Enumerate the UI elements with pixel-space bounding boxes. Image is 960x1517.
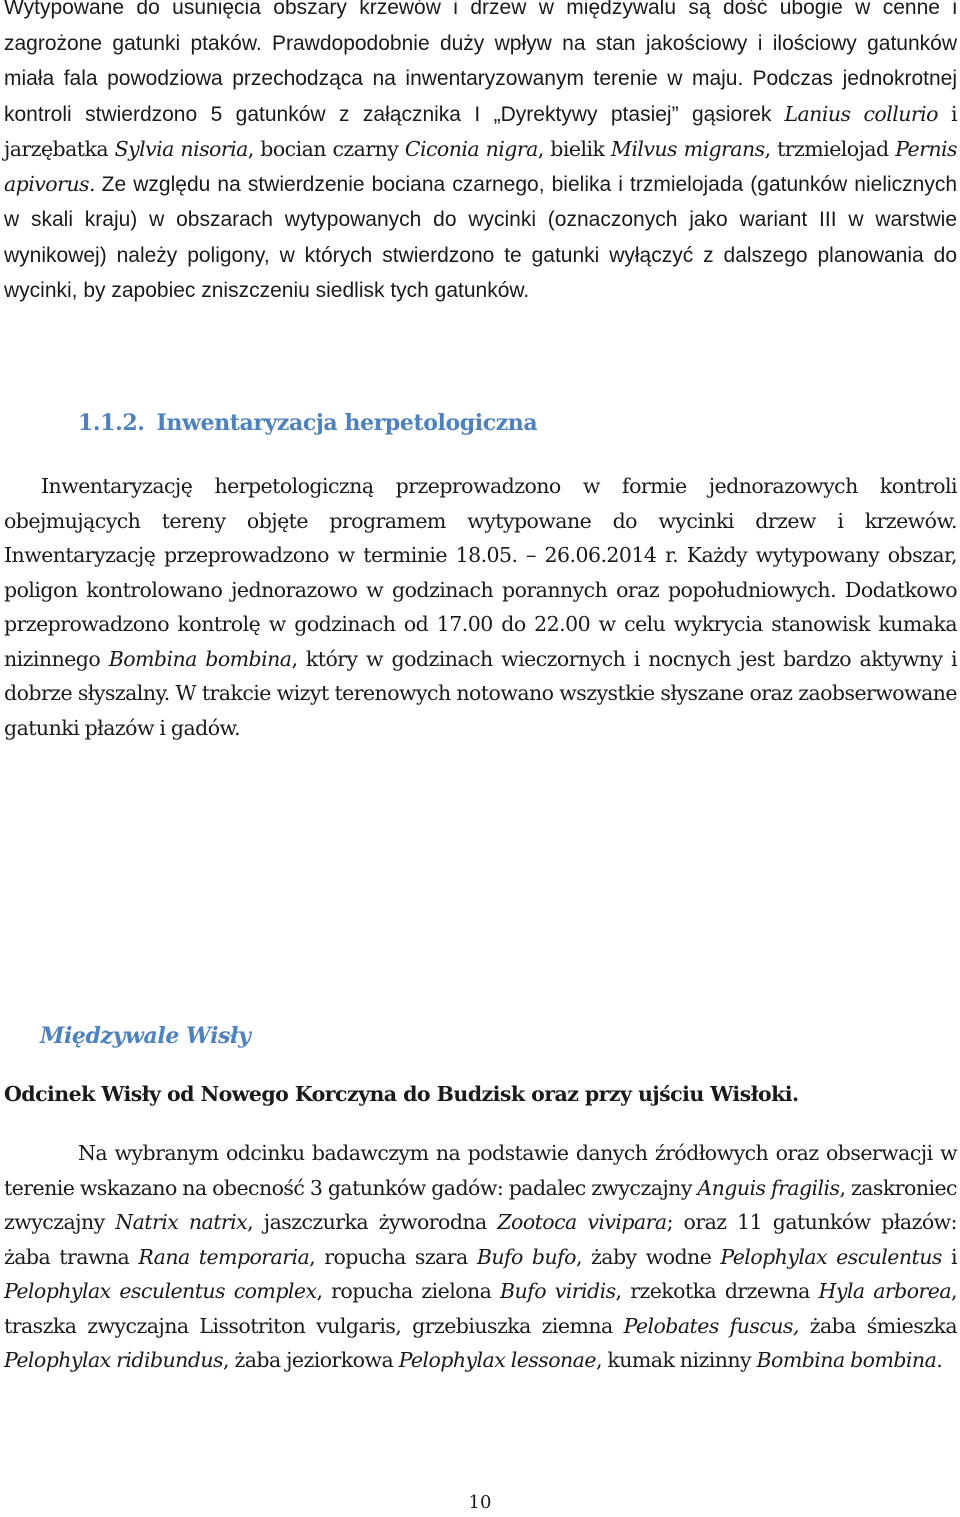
text-run: i: [950, 1244, 957, 1269]
page-number: 10: [468, 1492, 492, 1513]
species-name: Zootoca vivipara: [497, 1210, 667, 1234]
text-run: Podczas jednokrotnej kontroli stwierdzono 5 gatunków z załącznika I „Dyrektywy ptasiej” gąsiorek: [4, 67, 957, 126]
species-name: Pelophylax lessonae: [398, 1348, 596, 1372]
text-run: , zaskroniec zwyczajny: [4, 1175, 957, 1234]
paragraph-bird-survey: [4, 0, 957, 309]
text-run: , żaba jeziorkowa: [223, 1348, 394, 1372]
section-heading: [78, 410, 537, 436]
species-name: Milvus migrans: [610, 137, 765, 161]
text-run: , jaszczurka żyworodna: [247, 1210, 487, 1234]
text-run: ; oraz 11 gatunków płazów: żaba trawna: [4, 1210, 958, 1269]
text-run: , kumak nizinny: [595, 1348, 752, 1372]
text-run: , bielik: [537, 137, 605, 161]
section-title: Inwentaryzacja herpetologiczna: [156, 410, 538, 436]
paragraph-species-list: [4, 1136, 957, 1378]
paragraph-herpetology-method: [4, 469, 957, 745]
species-name: Natrix natrix: [115, 1210, 248, 1234]
text-run: , trzmielojad: [764, 137, 889, 161]
text-run: Inwentaryzację herpetologiczną przeprowadzono w formie jednorazowych kontroli obejmujących tereny objęte programem wytypowane do wycinki drzew i krzewów. Inwentaryzację przeprowadzono w terminie 18.05. – 26.06.2014 r. Każdy wytypowany obszar, poligon kontrolowano jednorazowo w godzinach porannych oraz popołudniowych. Dodatkowo przeprowadzono kontrolę w godzinach od 17.00 do 22.00 w celu wykrycia stanowisk kumaka nizinnego: [4, 474, 957, 671]
section-number: 1.1.2.: [78, 410, 145, 436]
text-run: , ropucha szara: [309, 1244, 468, 1269]
species-name: Bombina bombina.: [756, 1348, 943, 1372]
subheading-river-section: Odcinek Wisły od Nowego Korczyna do Budzisk oraz przy ujściu Wisłoki.: [4, 1082, 799, 1106]
text-run: , żaby wodne: [575, 1244, 712, 1269]
text-run: Na wybranym odcinku badawczym na podstawie danych źródłowych oraz obserwacji w terenie wskazano na obecność 3 gatunków gadów: padalec zwyczajny: [4, 1141, 957, 1200]
text-run: , traszka zwyczajna Lissotriton vulgaris, grzebiuszka ziemna: [4, 1279, 958, 1338]
species-name: Anguis fragilis: [697, 1175, 840, 1200]
species-name: Lanius collurio: [784, 101, 938, 126]
text-run: Wytypowane do usunięcia obszary krzewów i drzew w międzywalu są dość ubogie w cenne i zagrożone gatunki ptaków. Prawdopodobnie duży wpływ na stan jakościowy i ilościowy gatunków miała fala powodziowa przechodząca na inwentaryzowanym terenie w maju.: [4, 0, 957, 90]
text-run: , który w godzinach wieczornych i nocnych jest bardzo aktywny i dobrze słyszalny. W trakcie wizyt terenowych notowano wszystkie słyszane oraz zaobserwowane gatunki płazów i gadów.: [4, 646, 958, 740]
text-run: Ze względu na stwierdzenie bociana czarnego, bielika i trzmielojada (gatunków nielicznych w skali kraju) w obszarach wytypowanych do wycinki (oznaczonych jako wariant III w warstwie wynikowej) należy poligony, w których stwierdzono te gatunki wyłączyć z dalszego planowania do wycinki, by zapobiec zniszczeniu siedlisk tych gatunków.: [4, 172, 958, 302]
species-name: Pelophylax ridibundus: [4, 1348, 224, 1372]
text-run: żaba śmieszka: [809, 1313, 957, 1338]
text-run: , bocian czarny: [247, 137, 399, 161]
species-name: Bufo viridis: [500, 1279, 616, 1303]
species-name: Pernis apivorus: [4, 137, 957, 196]
species-name: Pelobates fuscus,: [623, 1313, 799, 1338]
species-name: Rana temporaria: [138, 1244, 310, 1269]
species-name: Bufo bufo: [476, 1244, 576, 1269]
text-run: .: [88, 171, 95, 196]
species-name: Pelophylax esculentus: [720, 1244, 942, 1269]
text-run: i jarzębatka: [4, 101, 958, 161]
subheading-region: Międzywale Wisły: [40, 1023, 251, 1049]
text-run: , rzekotka drzewna: [615, 1279, 810, 1303]
species-name: Ciconia nigra: [404, 137, 538, 161]
species-name: Pelophylax esculentus complex: [4, 1279, 317, 1303]
species-name: Bombina bombina: [108, 646, 292, 671]
species-name: Hyla arborea: [818, 1279, 952, 1303]
species-name: Sylvia nisoria: [114, 137, 248, 161]
text-run: , ropucha zielona: [316, 1279, 492, 1303]
